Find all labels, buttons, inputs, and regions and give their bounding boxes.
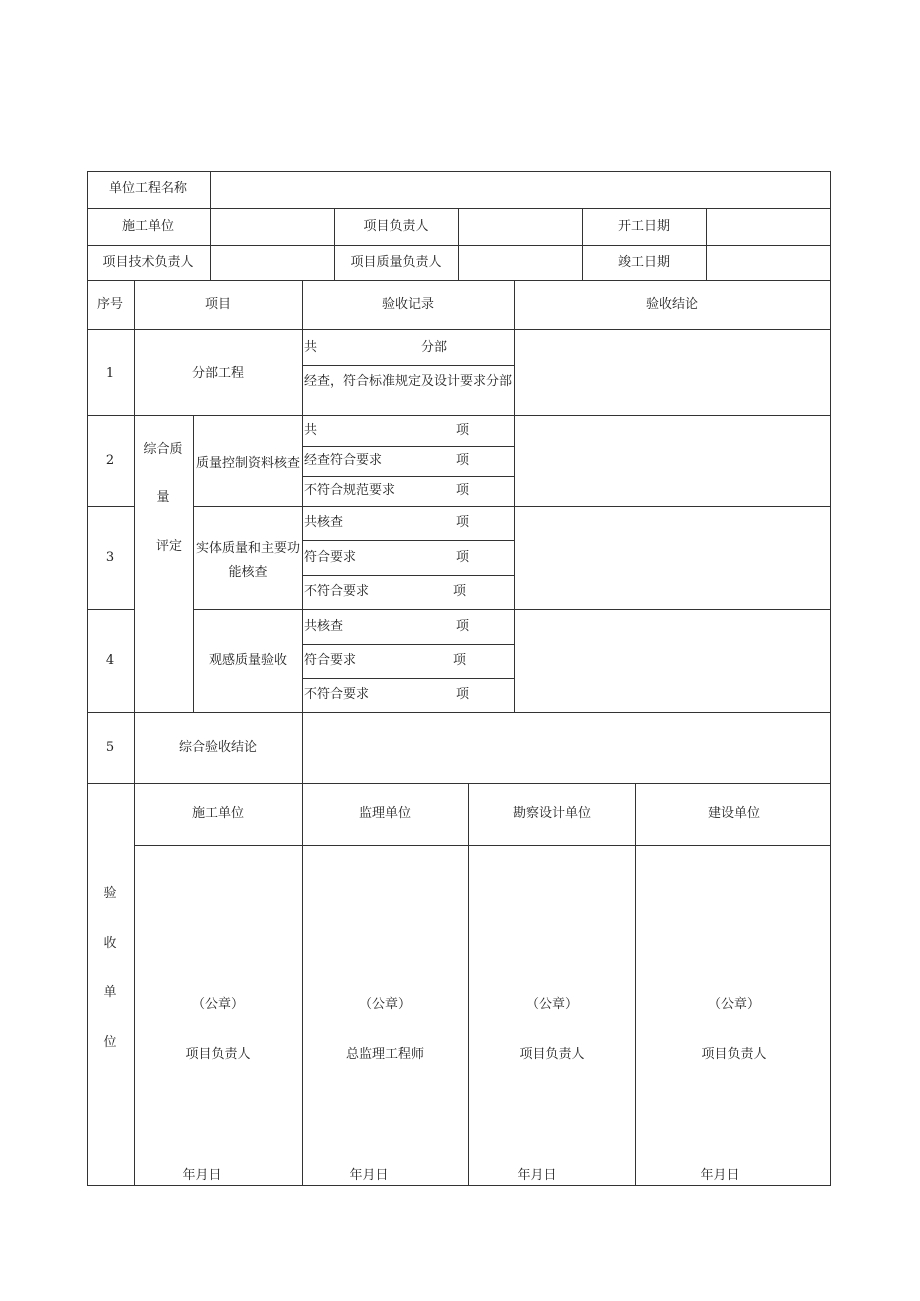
row5-number: 5: [105, 740, 115, 755]
unit-seal: （公章）: [525, 997, 579, 1012]
row3-item-line1: 实体质量和主要功: [195, 541, 301, 556]
tech-manager-label: 项目技术负责人: [102, 255, 194, 270]
row1-item: 分部工程: [191, 366, 245, 381]
unit-seal: （公章）: [191, 997, 245, 1012]
row-divider: [87, 506, 134, 507]
cell-divider: [302, 476, 514, 477]
unit-date: 年月日: [700, 1168, 740, 1183]
col-divider: [210, 171, 211, 280]
row5-item: 综合验收结论: [178, 740, 258, 755]
row4-line2-unit: 项: [453, 653, 467, 668]
row3-line3: 不符合要求: [304, 584, 370, 599]
row3-number: 3: [105, 550, 115, 565]
row3-line3-unit: 项: [453, 584, 467, 599]
row-divider: [193, 506, 831, 507]
unit-signer: 项目负责人: [185, 1047, 251, 1062]
row2-line3: 不符合规范要求: [304, 483, 396, 498]
row-divider: [87, 712, 831, 713]
col-divider: [468, 783, 469, 1186]
row-divider: [134, 845, 831, 846]
unit-name: 施工单位: [191, 806, 245, 821]
unit-project-name-label: 单位工程名称: [108, 181, 188, 196]
cell-divider: [302, 365, 514, 366]
row-divider: [87, 415, 831, 416]
row-divider: [87, 280, 831, 281]
col-header-item: 项目: [204, 297, 232, 312]
unit-date: 年月日: [517, 1168, 557, 1183]
acceptance-label-char: 验: [103, 886, 117, 901]
acceptance-label-char: 收: [103, 936, 117, 951]
row4-line1-unit: 项: [456, 619, 470, 634]
row1-record-unit: 分部: [421, 340, 448, 355]
cell-divider: [302, 446, 514, 447]
acceptance-label-char: 单: [103, 985, 117, 1000]
col-divider: [193, 415, 194, 712]
col-divider: [134, 280, 135, 1186]
col-divider: [458, 208, 459, 280]
group-label-line2: 量: [156, 490, 170, 505]
col-header-record: 验收记录: [381, 297, 435, 312]
unit-name: 建设单位: [707, 806, 761, 821]
unit-seal: （公章）: [358, 997, 412, 1012]
col-divider: [582, 208, 583, 280]
group-label-line1: 综合质: [143, 442, 183, 457]
row3-line1: 共核查: [304, 515, 344, 530]
unit-date: 年月日: [182, 1168, 222, 1183]
row1-number: 1: [105, 366, 115, 381]
unit-name: 勘察设计单位: [512, 806, 592, 821]
quality-manager-label: 项目质量负责人: [350, 255, 442, 270]
row-divider: [87, 609, 134, 610]
row-divider: [193, 609, 831, 610]
row-divider: [87, 245, 831, 246]
row3-line2-unit: 项: [456, 550, 470, 565]
completion-date-label: 竣工日期: [617, 255, 671, 270]
row1-record-check: 经查，符合标准规定及设计要求分部: [304, 374, 513, 389]
row2-line1: 共: [304, 423, 318, 438]
row2-line2-unit: 项: [456, 453, 470, 468]
col-divider: [514, 280, 515, 712]
row4-line2: 符合要求: [304, 653, 357, 668]
row2-item: 质量控制资料核查: [195, 456, 301, 471]
col-divider: [334, 208, 335, 280]
row-divider: [87, 329, 831, 330]
unit-seal: （公章）: [707, 997, 761, 1012]
unit-date: 年月日: [349, 1168, 389, 1183]
row4-line1: 共核查: [304, 619, 344, 634]
cell-divider: [302, 644, 514, 645]
row2-line2: 经查符合要求: [304, 453, 383, 468]
row4-line3-unit: 项: [456, 687, 470, 702]
row4-item: 观感质量验收: [208, 653, 288, 668]
unit-signer: 总监理工程师: [345, 1047, 425, 1062]
col-header-conclusion: 验收结论: [645, 297, 699, 312]
group-label-line3: 评定: [155, 539, 183, 554]
cell-divider: [302, 678, 514, 679]
row-divider: [87, 783, 831, 784]
row2-line3-unit: 项: [456, 483, 470, 498]
acceptance-label-char: 位: [103, 1035, 117, 1050]
row3-item-line2: 能核查: [228, 565, 268, 580]
construction-unit-label: 施工单位: [121, 219, 175, 234]
row3-line1-unit: 项: [456, 515, 470, 530]
row2-number: 2: [105, 453, 115, 468]
col-divider: [635, 783, 636, 1186]
unit-signer: 项目负责人: [519, 1047, 585, 1062]
unit-signer: 项目负责人: [701, 1047, 767, 1062]
row4-line3: 不符合要求: [304, 687, 370, 702]
col-divider: [302, 280, 303, 1186]
unit-name: 监理单位: [358, 806, 412, 821]
col-divider: [706, 208, 707, 280]
row3-line2: 符合要求: [304, 550, 357, 565]
row1-record-total: 共: [304, 340, 318, 355]
cell-divider: [302, 540, 514, 541]
row2-line1-unit: 项: [456, 423, 470, 438]
project-manager-label: 项目负责人: [363, 219, 429, 234]
col-header-seq: 序号: [96, 297, 124, 312]
start-date-label: 开工日期: [617, 219, 671, 234]
cell-divider: [302, 575, 514, 576]
row-divider: [87, 208, 831, 209]
row4-number: 4: [105, 653, 115, 668]
